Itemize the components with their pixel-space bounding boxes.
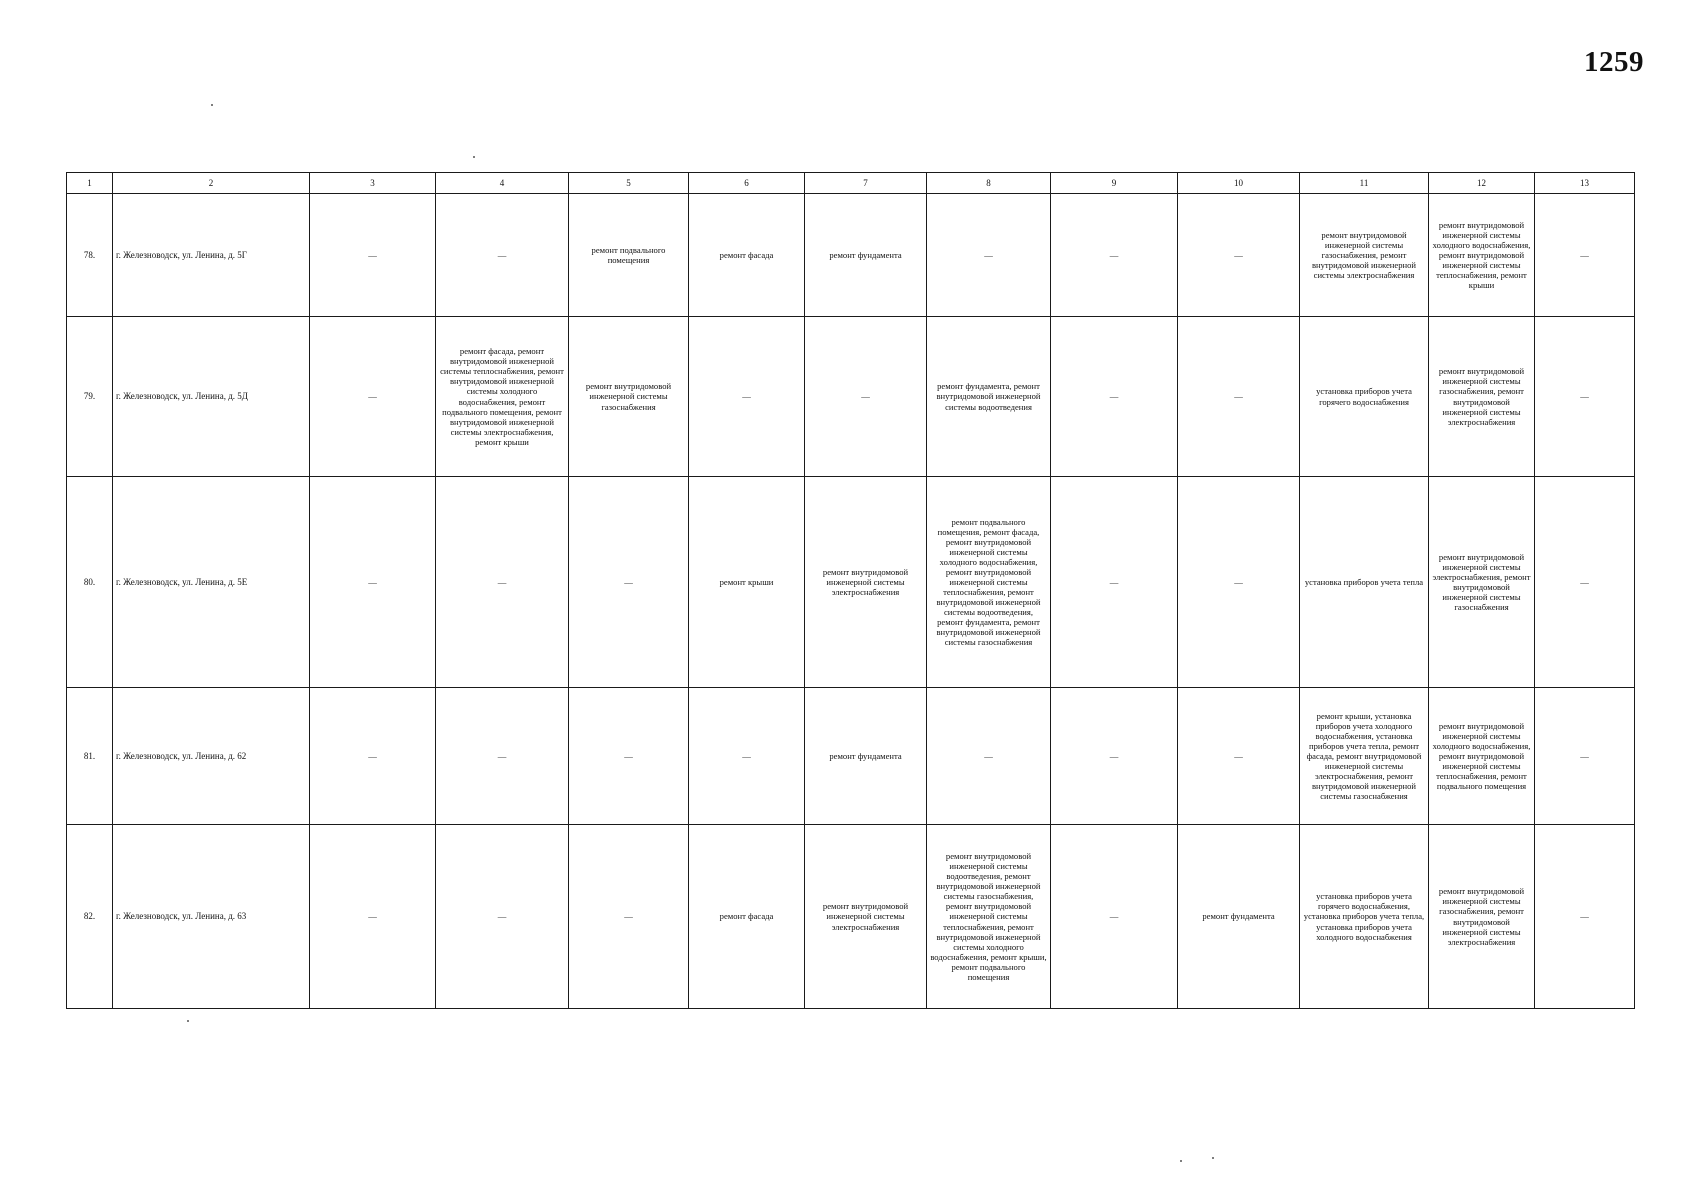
work-cell: ремонт внутридомовой инженерной системы газоснабжения, ремонт внутридомовой инженерной системы электроснабжения bbox=[1429, 317, 1535, 477]
work-cell: — bbox=[569, 477, 689, 688]
work-cell: ремонт внутридомовой инженерной системы электроснабжения bbox=[805, 825, 927, 1009]
row-number: 80. bbox=[67, 477, 113, 688]
work-cell: установка приборов учета горячего водоснабжения, установка приборов учета тепла, установка приборов учета холодного водоснабжения bbox=[1300, 825, 1429, 1009]
work-cell: — bbox=[436, 477, 569, 688]
column-header: 6 bbox=[689, 173, 805, 194]
column-header: 4 bbox=[436, 173, 569, 194]
row-number: 78. bbox=[67, 194, 113, 317]
work-cell: — bbox=[569, 688, 689, 825]
table-row bbox=[67, 194, 1635, 317]
work-cell: ремонт подвального помещения bbox=[569, 194, 689, 317]
work-cell: — bbox=[436, 194, 569, 317]
work-cell: — bbox=[1535, 477, 1635, 688]
work-cell: — bbox=[436, 825, 569, 1009]
table-row bbox=[67, 825, 1635, 1009]
scan-speck bbox=[1212, 1157, 1214, 1159]
work-cell: — bbox=[1535, 688, 1635, 825]
column-header: 1 bbox=[67, 173, 113, 194]
work-cell: ремонт внутридомовой инженерной системы электроснабжения bbox=[805, 477, 927, 688]
work-cell: — bbox=[1178, 317, 1300, 477]
work-cell: — bbox=[927, 194, 1051, 317]
work-cell: — bbox=[1051, 477, 1178, 688]
address-cell: г. Железноводск, ул. Ленина, д. 63 bbox=[113, 825, 310, 1009]
work-cell: — bbox=[1051, 317, 1178, 477]
work-cell: — bbox=[1535, 317, 1635, 477]
work-cell: — bbox=[1178, 477, 1300, 688]
work-cell: ремонт внутридомовой инженерной системы газоснабжения, ремонт внутридомовой инженерной системы электроснабжения bbox=[1300, 194, 1429, 317]
repair-schedule-table bbox=[66, 172, 1635, 1009]
work-cell: ремонт фундамента bbox=[805, 688, 927, 825]
row-number: 82. bbox=[67, 825, 113, 1009]
work-cell: ремонт крыши bbox=[689, 477, 805, 688]
work-cell: — bbox=[310, 825, 436, 1009]
scan-speck bbox=[187, 1020, 189, 1022]
work-cell: ремонт внутридомовой инженерной системы холодного водоснабжения, ремонт внутридомовой инженерной системы теплоснабжения, ремонт подвального помещения bbox=[1429, 688, 1535, 825]
address-cell: г. Железноводск, ул. Ленина, д. 5Д bbox=[113, 317, 310, 477]
column-header: 12 bbox=[1429, 173, 1535, 194]
work-cell: — bbox=[1051, 688, 1178, 825]
work-cell: — bbox=[569, 825, 689, 1009]
column-header: 10 bbox=[1178, 173, 1300, 194]
work-cell: — bbox=[310, 194, 436, 317]
work-cell: — bbox=[1051, 825, 1178, 1009]
scan-speck bbox=[211, 104, 213, 106]
header-row bbox=[67, 173, 1635, 194]
page-number: 1259 bbox=[1584, 46, 1644, 78]
work-cell: ремонт внутридомовой инженерной системы газоснабжения, ремонт внутридомовой инженерной системы электроснабжения bbox=[1429, 825, 1535, 1009]
table-row bbox=[67, 477, 1635, 688]
work-cell: ремонт фасада bbox=[689, 825, 805, 1009]
work-cell: ремонт внутридомовой инженерной системы водоотведения, ремонт внутридомовой инженерной системы газоснабжения, ремонт внутридомовой инженерной системы теплоснабжения, ремонт внутридомовой инженерной системы холодного водоснабжения, ремонт крыши, ремонт подвального помещения bbox=[927, 825, 1051, 1009]
column-header: 9 bbox=[1051, 173, 1178, 194]
work-cell: — bbox=[805, 317, 927, 477]
scan-speck bbox=[473, 156, 475, 158]
work-cell: ремонт фасада bbox=[689, 194, 805, 317]
row-number: 81. bbox=[67, 688, 113, 825]
work-cell: ремонт подвального помещения, ремонт фасада, ремонт внутридомовой инженерной системы холодного водоснабжения, ремонт внутридомовой инженерной системы теплоснабжения, ремонт внутридомовой инженерной системы водоотведения, ремонт фундамента, ремонт внутридомовой инженерной системы газоснабжения bbox=[927, 477, 1051, 688]
work-cell: ремонт внутридомовой инженерной системы электроснабжения, ремонт внутридомовой инженерной системы газоснабжения bbox=[1429, 477, 1535, 688]
work-cell: установка приборов учета горячего водоснабжения bbox=[1300, 317, 1429, 477]
work-cell: — bbox=[689, 688, 805, 825]
work-cell: — bbox=[310, 477, 436, 688]
work-cell: установка приборов учета тепла bbox=[1300, 477, 1429, 688]
work-cell: ремонт фундамента, ремонт внутридомовой инженерной системы водоотведения bbox=[927, 317, 1051, 477]
work-cell: — bbox=[1178, 194, 1300, 317]
table-row bbox=[67, 317, 1635, 477]
work-cell: ремонт внутридомовой инженерной системы холодного водоснабжения, ремонт внутридомовой инженерной системы теплоснабжения, ремонт крыши bbox=[1429, 194, 1535, 317]
work-cell: ремонт крыши, установка приборов учета холодного водоснабжения, установка приборов учета тепла, ремонт фасада, ремонт внутридомовой инженерной системы электроснабжения, ремонт внутридомовой инженерной системы газоснабжения bbox=[1300, 688, 1429, 825]
scan-speck bbox=[1180, 1160, 1182, 1162]
address-cell: г. Железноводск, ул. Ленина, д. 5Г bbox=[113, 194, 310, 317]
work-cell: — bbox=[927, 688, 1051, 825]
work-cell: — bbox=[1178, 688, 1300, 825]
table-row bbox=[67, 688, 1635, 825]
address-cell: г. Железноводск, ул. Ленина, д. 62 bbox=[113, 688, 310, 825]
work-cell: ремонт фундамента bbox=[1178, 825, 1300, 1009]
work-cell: — bbox=[1051, 194, 1178, 317]
column-header: 11 bbox=[1300, 173, 1429, 194]
column-header: 2 bbox=[113, 173, 310, 194]
work-cell: ремонт внутридомовой инженерной системы газоснабжения bbox=[569, 317, 689, 477]
work-cell: — bbox=[436, 688, 569, 825]
column-header: 3 bbox=[310, 173, 436, 194]
address-cell: г. Железноводск, ул. Ленина, д. 5Е bbox=[113, 477, 310, 688]
work-cell: ремонт фасада, ремонт внутридомовой инженерной системы теплоснабжения, ремонт внутридомовой инженерной системы холодного водоснабжения, ремонт подвального помещения, ремонт внутридомовой инженерной системы электроснабжения, ремонт крыши bbox=[436, 317, 569, 477]
column-header: 5 bbox=[569, 173, 689, 194]
column-header: 7 bbox=[805, 173, 927, 194]
work-cell: — bbox=[310, 688, 436, 825]
work-cell: — bbox=[1535, 194, 1635, 317]
column-header: 8 bbox=[927, 173, 1051, 194]
work-cell: ремонт фундамента bbox=[805, 194, 927, 317]
work-cell: — bbox=[1535, 825, 1635, 1009]
work-cell: — bbox=[689, 317, 805, 477]
row-number: 79. bbox=[67, 317, 113, 477]
column-header: 13 bbox=[1535, 173, 1635, 194]
work-cell: — bbox=[310, 317, 436, 477]
